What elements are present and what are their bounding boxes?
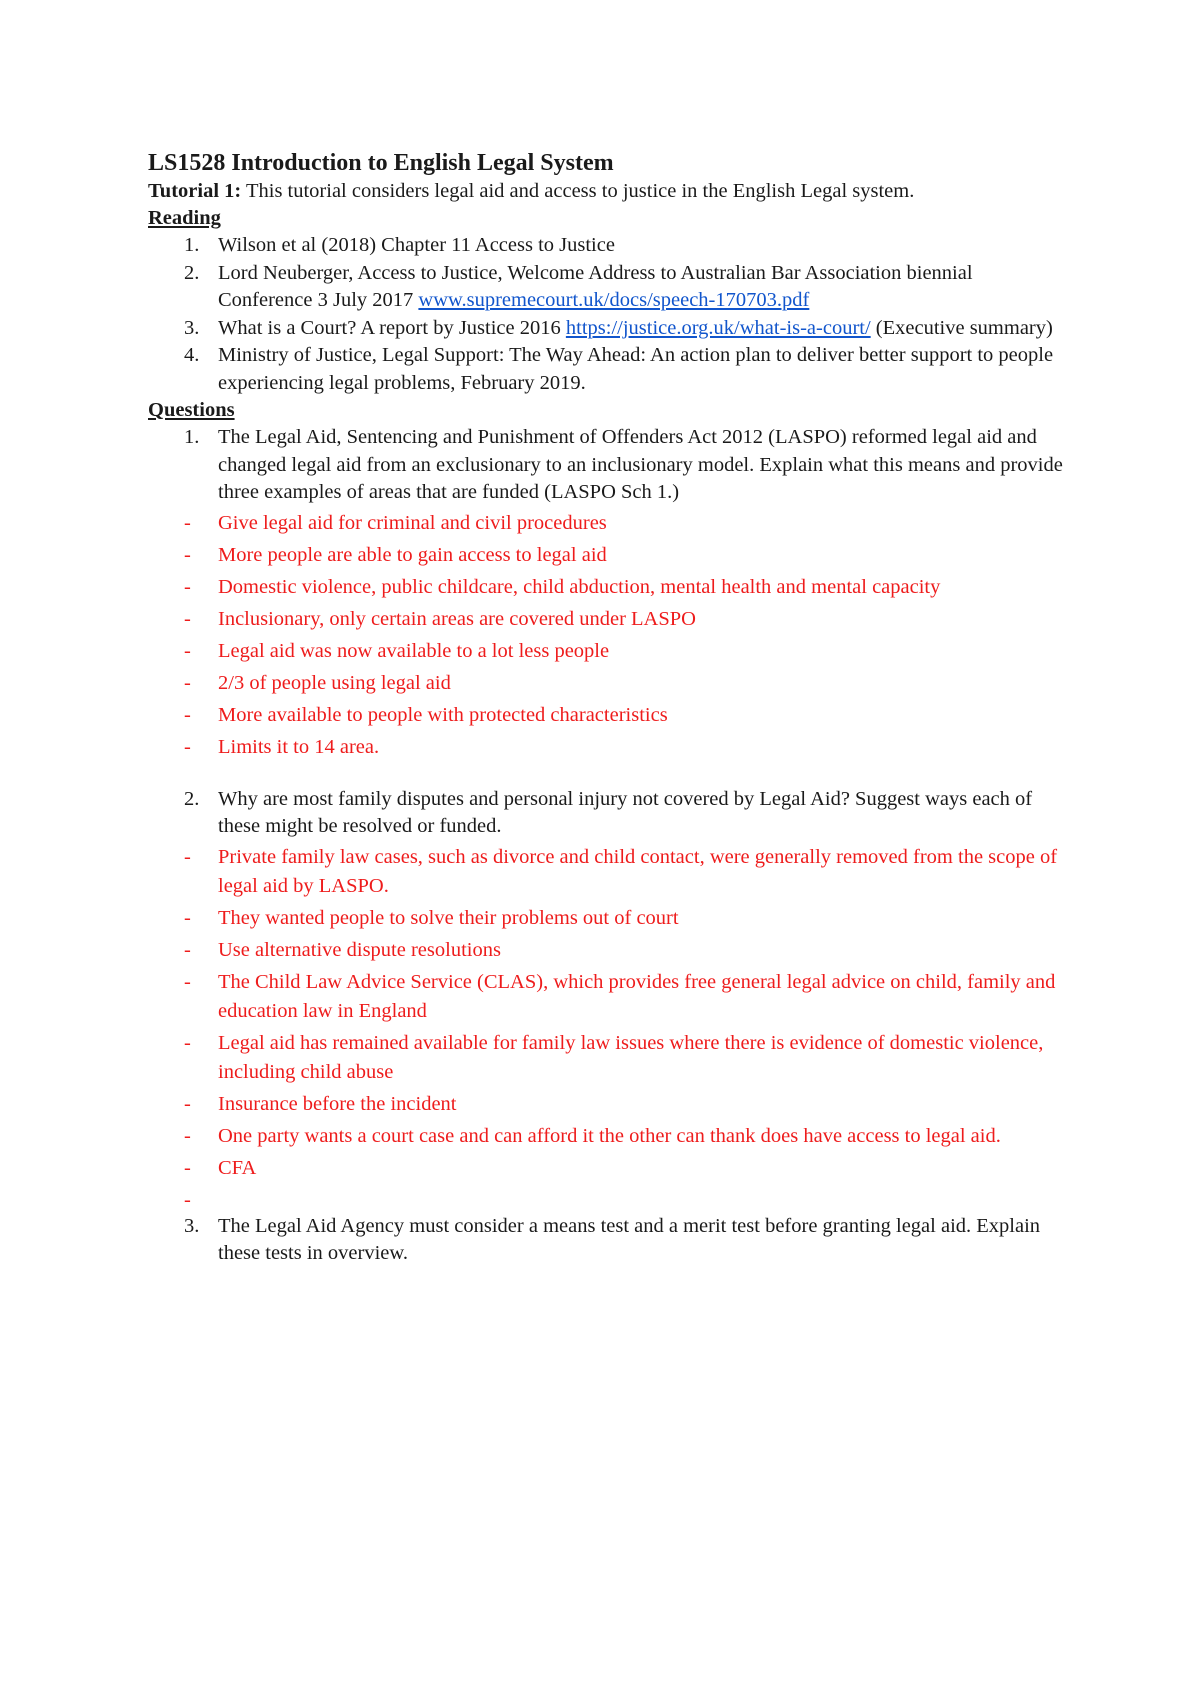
question-list: [148, 786, 1068, 841]
question-block: [148, 1213, 1068, 1268]
question-text: The Legal Aid, Sentencing and Punishment of Offenders Act 2012 (LASPO) reformed legal aid and changed legal aid from an exclusionary to an inclusionary model. Explain what this means and provide three examples of areas that are funded (LASPO Sch 1.): [218, 426, 1063, 503]
answer-item: [148, 573, 1068, 602]
reading-item: [148, 260, 1068, 315]
reading-item-number: 1.: [184, 234, 200, 256]
question-number: 1.: [184, 426, 200, 448]
question-item: [148, 1213, 1068, 1268]
reading-item: [148, 232, 1068, 260]
answer-dash: -: [184, 735, 191, 758]
tutorial-description: This tutorial considers legal aid and access to justice in the English Legal system.: [241, 180, 915, 202]
question-number: 2.: [184, 787, 200, 810]
answer-dash: -: [184, 1124, 191, 1147]
answer-dash: -: [184, 703, 191, 726]
answer-item: [148, 1029, 1068, 1087]
answer-list: [148, 509, 1068, 762]
answer-dash: -: [184, 906, 191, 929]
tutorial-label: Tutorial 1:: [148, 180, 242, 202]
questions-container: [148, 424, 1068, 1268]
answer-item: [148, 1090, 1068, 1119]
reading-item-text: Lord Neuberger, Access to Justice, Welcome Address to Australian Bar Association biennial Conference 3 July 2017: [218, 261, 973, 311]
answer-text: One party wants a court case and can afford it the other can thank does have access to legal aid.: [218, 1124, 1001, 1147]
answer-text: Limits it to 14 area.: [218, 735, 380, 758]
answer-dash: -: [184, 543, 191, 566]
reading-item-number: 3.: [184, 316, 200, 339]
answer-dash: -: [184, 1031, 191, 1054]
question-block: [148, 786, 1068, 1211]
answer-dash: -: [184, 575, 191, 598]
question-list: [148, 424, 1068, 507]
question-list: [148, 1213, 1068, 1268]
answer-item: [148, 1154, 1068, 1183]
answer-text: Legal aid has remained available for family law issues where there is evidence of domestic violence, including child abuse: [218, 1031, 1044, 1083]
reading-item-text: Wilson et al (2018) Chapter 11 Access to Justice: [218, 234, 615, 256]
reading-item: [148, 342, 1068, 397]
answer-item: [148, 1122, 1068, 1151]
answer-dash: -: [184, 1188, 191, 1211]
answer-item: [148, 605, 1068, 634]
question-item: [148, 424, 1068, 507]
answer-text: They wanted people to solve their problems out of court: [218, 906, 679, 929]
answer-dash: -: [184, 970, 191, 993]
answer-text: More available to people with protected characteristics: [218, 703, 668, 726]
reading-item: [148, 315, 1068, 343]
question-block: [148, 424, 1068, 762]
answer-dash: -: [184, 845, 191, 868]
answer-text: CFA: [218, 1156, 257, 1179]
reading-item-text: What is a Court? A report by Justice 2016: [218, 316, 566, 339]
answer-item: [148, 843, 1068, 901]
answer-dash: -: [184, 511, 191, 534]
answer-dash: -: [184, 671, 191, 694]
answer-text: Domestic violence, public childcare, child abduction, mental health and mental capacity: [218, 575, 941, 598]
question-number: 3.: [184, 1214, 200, 1237]
reading-item-link[interactable]: https://justice.org.uk/what-is-a-court/: [565, 316, 871, 339]
reading-item-number: 2.: [184, 261, 200, 284]
answer-text: Private family law cases, such as divorce and child contact, were generally removed from the scope of legal aid by LASPO.: [218, 845, 1058, 897]
reading-heading: Reading: [148, 207, 221, 229]
answer-text: 2/3 of people using legal aid: [218, 671, 451, 694]
answer-item: [148, 968, 1068, 1026]
answer-item: [148, 904, 1068, 933]
tutorial-intro: [148, 178, 1068, 205]
answer-text: Legal aid was now available to a lot less people: [218, 639, 610, 662]
reading-item-number: 4.: [184, 344, 200, 366]
reading-list: [148, 232, 1068, 397]
document-content: [148, 148, 1068, 1268]
answer-item: [148, 669, 1068, 698]
reading-item-note: (Executive summary): [870, 316, 1053, 339]
answer-text: Insurance before the incident: [218, 1092, 457, 1115]
answer-dash: -: [184, 607, 191, 630]
answer-dash: -: [184, 938, 191, 961]
answer-dash: -: [184, 639, 191, 662]
answer-item: [148, 509, 1068, 538]
answer-text: Give legal aid for criminal and civil procedures: [218, 511, 607, 534]
answer-item: [148, 936, 1068, 965]
questions-heading: Questions: [148, 399, 235, 421]
question-text: The Legal Aid Agency must consider a means test and a merit test before granting legal aid. Explain these tests in overview.: [218, 1214, 1041, 1264]
answer-item: [148, 733, 1068, 762]
answer-dash: -: [184, 1092, 191, 1115]
answer-text: Use alternative dispute resolutions: [218, 938, 501, 961]
answer-item: [148, 637, 1068, 666]
question-item: [148, 786, 1068, 841]
answer-text: More people are able to gain access to legal aid: [218, 543, 607, 566]
question-text: Why are most family disputes and personal injury not covered by Legal Aid? Suggest ways each of these might be resolved or funded.: [218, 787, 1033, 837]
reading-item-link[interactable]: www.supremecourt.uk/docs/speech-170703.pdf: [418, 289, 810, 311]
answer-text: The Child Law Advice Service (CLAS), which provides free general legal advice on child, family and education law in England: [218, 970, 1056, 1022]
reading-item-text: Ministry of Justice, Legal Support: The Way Ahead: An action plan to deliver better support to people experiencing legal problems, February 2019.: [218, 344, 1054, 394]
document-title: LS1528 Introduction to English Legal System: [148, 150, 614, 176]
answer-text: Inclusionary, only certain areas are covered under LASPO: [218, 607, 696, 630]
answer-dash: -: [184, 1156, 191, 1179]
answer-item: [148, 541, 1068, 570]
answer-list: [148, 843, 1068, 1211]
answer-item: [148, 701, 1068, 730]
